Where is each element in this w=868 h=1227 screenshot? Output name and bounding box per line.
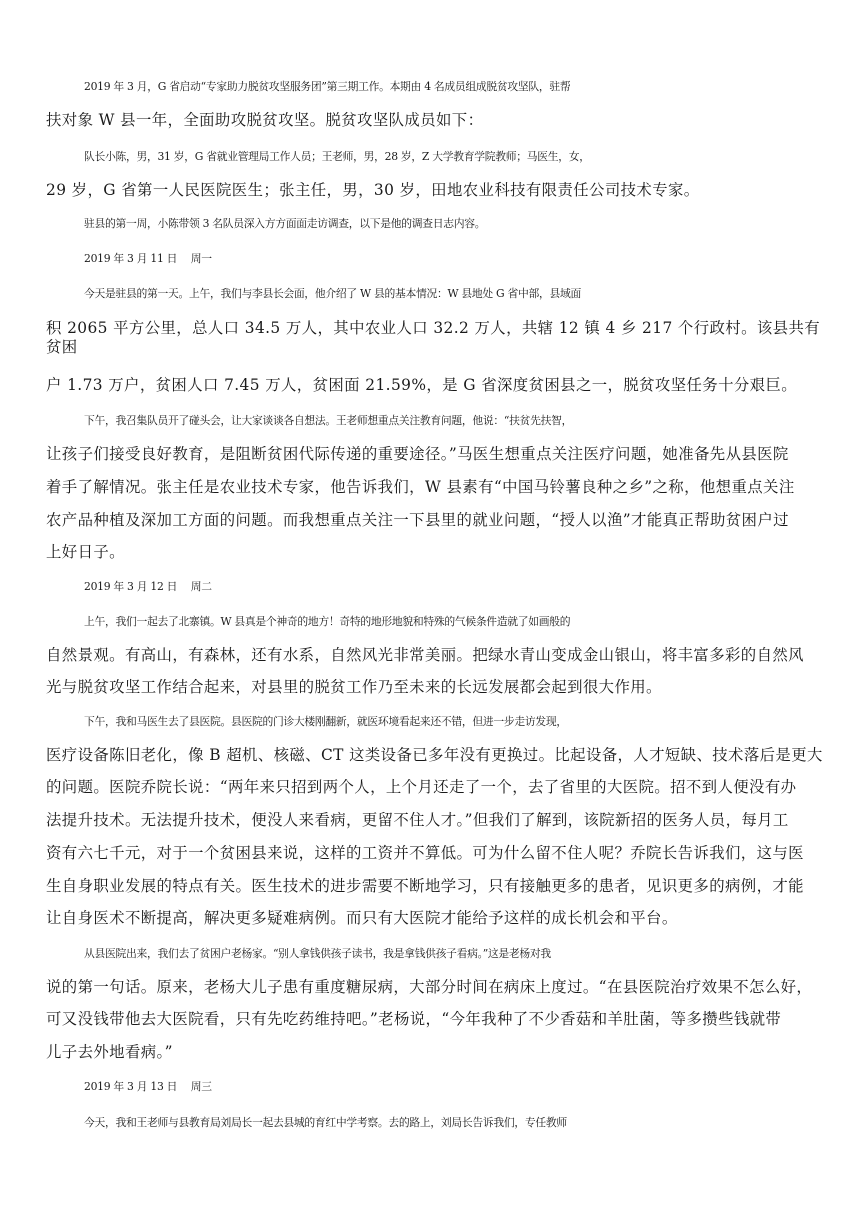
text-line: 扶对象 W 县一年，全面助攻脱贫攻坚。脱贫攻坚队成员如下： bbox=[46, 111, 484, 129]
text-line: 驻县的第一周，小陈带领 3 名队员深入方方面面走访调查，以下是他的调查日志内容。 bbox=[84, 217, 486, 230]
text-line: 29 岁，G 省第一人民医院医生；张主任，男，30 岁，田地农业科技有限责任公司技术专家。 bbox=[46, 181, 700, 199]
text-line: 积 2065 平方公里，总人口 34.5 万人，其中农业人口 32.2 万人，共辖 12 镇 4 乡 217 个行政村。该县共有 bbox=[46, 319, 821, 337]
text-line: 从县医院出来，我们去了贫困户老杨家。“别人拿钱供孩子读书，我是拿钱供孩子看病。”这是老杨对我 bbox=[84, 947, 551, 960]
text-line: 光与脱贫攻坚工作结合起来，对县里的脱贫工作乃至未来的长远发展都会起到很大作用。 bbox=[46, 678, 662, 696]
text-line: 医疗设备陈旧老化，像 B 超机、核磁、CT 这类设备已多年没有更换过。比起设备，人才短缺、技术落后是更大 bbox=[46, 746, 823, 764]
text-line: 生自身职业发展的特点有关。医生技术的进步需要不断地学习，只有接触更多的患者，见识更多的病例，才能 bbox=[46, 877, 804, 895]
text-line: 上午，我们一起去了北寨镇。W 县真是个神奇的地方！奇特的地形地貌和特殊的气候条件造就了如画般的 bbox=[84, 615, 571, 628]
date-heading: 2019 年 3 月 13 日 周三 bbox=[84, 1080, 212, 1093]
text-line: 今天，我和王老师与县教育局刘局长一起去县城的育红中学考察。去的路上，刘局长告诉我们，专任教师 bbox=[84, 1116, 567, 1129]
text-line: 资有六七千元，对于一个贫困县来说，这样的工资并不算低。可为什么留不住人呢？乔院长告诉我们，这与医 bbox=[46, 844, 804, 862]
text-line: 让自身医术不断提高，解决更多疑难病例。而只有大医院才能给予这样的成长机会和平台。 bbox=[46, 909, 678, 927]
text-line: 说的第一句话。原来，老杨大儿子患有重度糖尿病，大部分时间在病床上度过。“在县医院治疗效果不怎么好， bbox=[46, 978, 813, 996]
text-line: 自然景观。有高山，有森林，还有水系，自然风光非常美丽。把绿水青山变成金山银山，将丰富多彩的自然风 bbox=[46, 646, 804, 664]
text-line: 贫困 bbox=[46, 338, 78, 356]
text-line: 今天是驻县的第一天。上午，我们与李县长会面，他介绍了 W 县的基本情况：W 县地处 G 省中部，县域面 bbox=[84, 287, 581, 300]
date-heading: 2019 年 3 月 12 日 周二 bbox=[84, 580, 212, 593]
text-line: 让孩子们接受良好教育，是阻断贫困代际传递的重要途径。”马医生想重点关注医疗问题，她准备先从县医院 bbox=[46, 445, 789, 463]
text-line: 队长小陈，男，31 岁，G 省就业管理局工作人员；王老师，男，28 岁，Z 大学教育学院教师；马医生，女， bbox=[84, 150, 590, 163]
text-line: 可又没钱带他去大医院看，只有先吃药维持吧。”老杨说，“今年我种了不少香菇和羊肚菌，等多攒些钱就带 bbox=[46, 1010, 782, 1028]
text-line: 下午，我和马医生去了县医院。县医院的门诊大楼刚翻新，就医环境看起来还不错，但进一步走访发现， bbox=[84, 715, 567, 728]
text-line: 农产品种植及深加工方面的问题。而我想重点关注一下县里的就业问题，“授人以渔”才能真正帮助贫困户过 bbox=[46, 511, 789, 529]
text-line: 的问题。医院乔院长说：“两年来只招到两个人，上个月还走了一个，去了省里的大医院。招不到人便没有办 bbox=[46, 778, 797, 796]
text-line: 2019 年 3 月，G 省启动“专家助力脱贫攻坚服务团”第三期工作。本期由 4 名成员组成脱贫攻坚队，驻帮 bbox=[84, 80, 571, 93]
text-line: 户 1.73 万户，贫困人口 7.45 万人，贫困面 21.59%，是 G 省深度贫困县之一，脱贫攻坚任务十分艰巨。 bbox=[46, 376, 798, 394]
date-heading: 2019 年 3 月 11 日 周一 bbox=[84, 252, 212, 265]
text-line: 下午，我召集队员开了碰头会，让大家谈谈各自想法。王老师想重点关注教育问题，他说：“扶贫先扶智， bbox=[84, 414, 573, 427]
text-line: 法提升技术。无法提升技术，便没人来看病，更留不住人才。”但我们了解到，该院新招的医务人员，每月工 bbox=[46, 811, 789, 829]
text-line: 儿子去外地看病。” bbox=[46, 1043, 173, 1061]
text-line: 上好日子。 bbox=[46, 543, 125, 561]
text-line: 着手了解情况。张主任是农业技术专家，他告诉我们，W 县素有“中国马铃薯良种之乡”之称，他想重点关注 bbox=[46, 478, 795, 496]
